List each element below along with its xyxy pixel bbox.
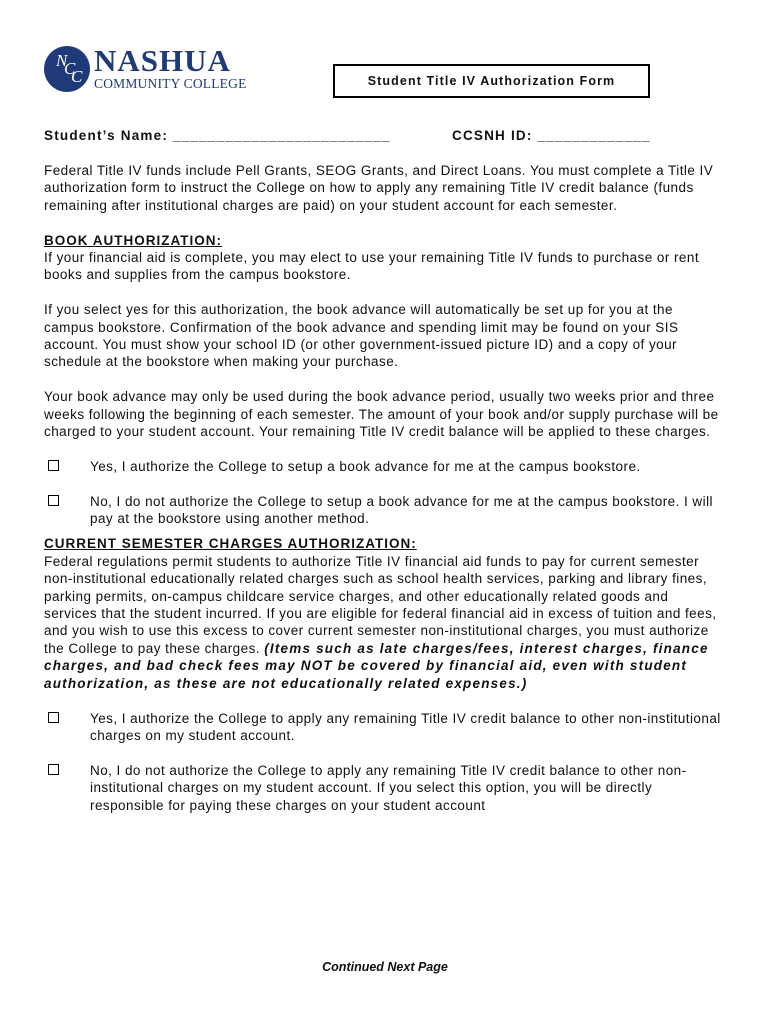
book-paragraph-3: Your book advance may only be used during the book advance period, usually two weeks prior and three weeks following the beginning of each semester. The amount of your book and/or supply purchase will be charged to your student account. Your remaining Title IV credit balance will be applied to these charges.: [44, 389, 719, 440]
current-semester-emphasis: (Items such as late charges/fees, interest charges, finance charges, and bad check fees may NOT be covered by financial aid, even with student authorization, as these are not educationally related expenses.): [44, 640, 709, 691]
continued-footer: Continued Next Page: [322, 960, 448, 974]
book-no-checkbox[interactable]: [48, 495, 59, 506]
student-name-field[interactable]: Student’s Name: _________________________: [44, 128, 391, 143]
current-semester-paragraph: [44, 553, 724, 692]
charges-yes-label: Yes, I authorize the College to apply any remaining Title IV credit balance to other non-institutional charges on my student account.: [90, 710, 721, 743]
charges-option-no: [44, 762, 724, 814]
logo-name: NASHUA: [94, 43, 231, 78]
book-yes-checkbox[interactable]: [48, 460, 59, 471]
college-logo: [44, 43, 247, 96]
ccsnh-id-field[interactable]: CCSNH ID: _____________: [452, 128, 651, 143]
book-option-yes: [44, 458, 724, 475]
current-semester-text: Federal regulations permit students to authorize Title IV financial aid funds to pay for current semester non-institutional educationally related charges such as school health services, parking and library fines, parking permits, on-campus childcare service charges, and other educationally related goods and services that the student incurred. If you are eligible for federal financial aid in excess of tuition and fees, and you wish to use this excess to cover current semester non-institutional charges, you must authorize the College to pay these charges.: [44, 553, 717, 656]
student-info-row: [44, 128, 724, 143]
form-title: Student Title IV Authorization Form: [333, 64, 650, 98]
current-semester-heading: CURRENT SEMESTER CHARGES AUTHORIZATION:: [44, 536, 417, 552]
book-paragraph-2: If you select yes for this authorization, the book advance will automatically be set up for you at the campus bookstore. Confirmation of the book advance and spending limit may be found on your SIS account. You must show your school ID (or other government-issued picture ID) and a copy of your schedule at the bookstore when making your purchase.: [44, 302, 679, 370]
logo-subtitle: COMMUNITY COLLEGE: [94, 76, 247, 91]
charges-no-checkbox[interactable]: [48, 764, 59, 775]
charges-option-yes: [44, 710, 724, 745]
book-paragraph-1: If your financial aid is complete, you may elect to use your remaining Title IV funds to purchase or rent books and supplies from the campus bookstore.: [44, 250, 700, 283]
book-yes-label: Yes, I authorize the College to setup a book advance for me at the campus bookstore.: [90, 458, 641, 474]
form-body: [44, 162, 724, 814]
book-authorization-heading: BOOK AUTHORIZATION:: [44, 232, 222, 248]
college-seal-icon: N C C: [44, 46, 90, 92]
intro-paragraph: Federal Title IV funds include Pell Grants, SEOG Grants, and Direct Loans. You must complete a Title IV authorization form to instruct the College on how to apply any remaining Title IV credit balance (funds remaining after institutional charges are paid) on your student account for each semester.: [44, 163, 714, 213]
charges-no-label: No, I do not authorize the College to apply any remaining Title IV credit balance to other non-institutional charges on my student account. If you select this option, you will be directly responsible for paying these charges on your student account: [90, 762, 687, 813]
book-no-label: No, I do not authorize the College to setup a book advance for me at the campus bookstore. I will pay at the bookstore using another method.: [90, 493, 713, 527]
charges-yes-checkbox[interactable]: [48, 712, 59, 723]
book-option-no: [44, 493, 724, 528]
